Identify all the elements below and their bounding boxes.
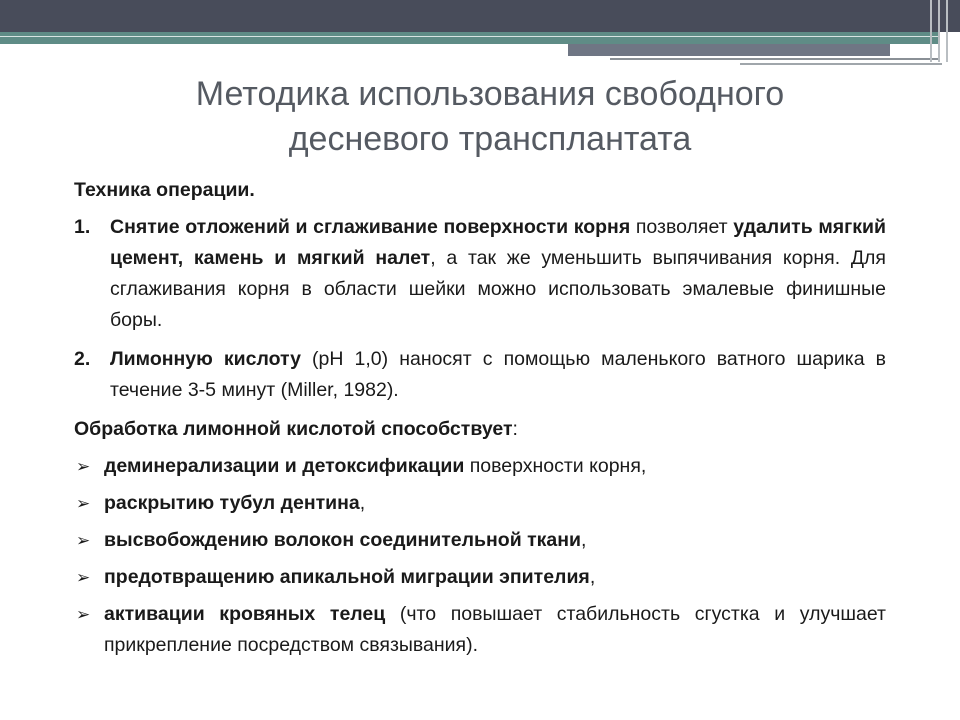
header-vertical-bar <box>938 0 940 62</box>
effect-bold-text: предотвращению апикальной миграции эпителия <box>104 566 590 588</box>
effect-item <box>74 599 886 661</box>
effect-item <box>74 525 886 556</box>
slide-title-line: Методика использования свободного <box>195 75 785 113</box>
step-bold-text: Снятие отложений и сглаживание поверхности корня <box>110 216 631 238</box>
effect-text: , <box>359 492 366 514</box>
header-highlight-line <box>0 36 940 37</box>
effect-item <box>74 488 886 519</box>
effect-bold-text: активации кровяных телец <box>104 603 386 625</box>
arrow-bullet-icon: ➢ <box>76 531 91 550</box>
step-number: 2. <box>74 348 91 370</box>
arrow-bullet-icon: ➢ <box>76 568 91 587</box>
arrow-bullet-icon: ➢ <box>76 494 91 513</box>
slide-title-line: десневого трансплантата <box>288 120 692 158</box>
effect-text: , <box>589 566 596 588</box>
step-text: позволяет <box>630 216 734 238</box>
step-number: 1. <box>74 216 91 238</box>
effect-bold-text: высвобождению волокон соединительной ткани <box>104 529 582 551</box>
header-teal-band <box>0 32 940 44</box>
step-text: (рН 1,0) наносят с помощью маленького ватного шарика в течение 3-5 минут (Miller, 1982). <box>110 348 886 401</box>
effect-text: (что повышает стабильность сгустка и улучшает прикрепление посредством связывания). <box>104 603 886 656</box>
step-item <box>74 344 886 406</box>
effect-text: , <box>581 529 587 551</box>
arrow-bullet-icon: ➢ <box>76 457 91 476</box>
effect-item <box>74 562 886 593</box>
header-thin-line <box>740 63 942 65</box>
header-vertical-bar <box>930 0 932 62</box>
arrow-bullet-icon: ➢ <box>76 605 91 624</box>
effect-item <box>74 451 886 482</box>
header-thin-line <box>610 58 940 60</box>
effects-heading-bold: Обработка лимонной кислотой способствует <box>74 418 513 440</box>
effect-text: поверхности корня, <box>464 455 647 477</box>
technique-heading: Техника операции. <box>74 179 255 201</box>
slide-content <box>74 175 886 667</box>
step-bold-text: Лимонную кислоту <box>110 348 301 370</box>
effects-heading <box>74 414 886 445</box>
header-vertical-bar <box>946 0 948 62</box>
effect-bold-text: раскрытию тубул дентина <box>104 492 360 514</box>
header-gray-band <box>568 44 890 56</box>
effects-heading-tail: : <box>512 418 518 440</box>
step-bold-text: удалить мягкий цемент, камень и мягкий налет <box>110 216 887 269</box>
step-text: , а так же уменьшить выпячивания корня. Для сглаживания корня в области шейки можно использовать эмалевые финишные боры. <box>110 247 886 331</box>
step-item <box>74 212 886 336</box>
slide-title <box>60 72 920 162</box>
header-dark-band <box>0 0 960 32</box>
effect-bold-text: деминерализации и детоксификации <box>104 455 465 477</box>
